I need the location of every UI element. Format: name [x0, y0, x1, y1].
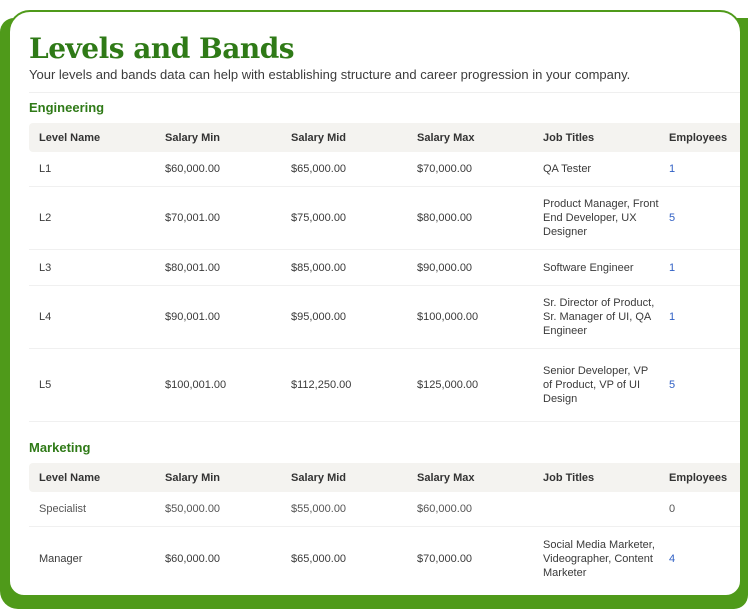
- job-titles: Senior Developer, VP of Product, VP of UI Design: [543, 365, 648, 405]
- level-name: Specialist: [39, 503, 87, 515]
- page-title: Levels and Bands: [29, 32, 295, 65]
- salary-max: $100,000.00: [417, 311, 479, 323]
- job-titles: Software Engineer: [543, 261, 634, 274]
- job-titles: Sr. Director of Product, Sr. Manager of UI, QA Engineer: [543, 297, 655, 337]
- employees-count-link[interactable]: 1: [669, 311, 676, 323]
- salary-mid: $65,000.00: [291, 552, 347, 565]
- salary-min: $60,000.00: [165, 552, 221, 565]
- salary-min: $100,001.00: [165, 379, 227, 391]
- table-header: [29, 123, 742, 152]
- salary-mid: $75,000.00: [291, 212, 347, 224]
- section-title-marketing: Marketing: [29, 440, 91, 455]
- salary-mid: $55,000.00: [291, 503, 347, 515]
- col-salary-max: Salary Max: [417, 131, 475, 144]
- employees-count-link[interactable]: 1: [669, 261, 676, 274]
- table-header: [29, 463, 742, 492]
- salary-max: $70,000.00: [417, 163, 473, 175]
- salary-max: $80,000.00: [417, 212, 473, 224]
- salary-max: $70,000.00: [417, 552, 473, 565]
- table-row[interactable]: [29, 286, 742, 349]
- salary-min: $80,001.00: [165, 261, 221, 274]
- salary-min: $90,001.00: [165, 311, 221, 323]
- col-employees: Employees: [669, 131, 728, 144]
- employees-count: 0: [669, 503, 676, 515]
- table-row[interactable]: [29, 152, 742, 187]
- level-name: L4: [39, 311, 52, 323]
- table-row[interactable]: [29, 349, 742, 422]
- level-name: L5: [39, 379, 52, 391]
- col-salary-min: Salary Min: [165, 131, 221, 144]
- section-title-engineering: Engineering: [29, 100, 105, 115]
- employees-count-link[interactable]: 5: [669, 212, 676, 224]
- salary-min: $70,001.00: [165, 212, 221, 224]
- salary-min: $60,000.00: [165, 163, 221, 175]
- col-salary-max: Salary Max: [417, 471, 475, 484]
- table-row[interactable]: [29, 250, 742, 286]
- salary-max: $60,000.00: [417, 503, 473, 515]
- level-name: Manager: [39, 552, 83, 565]
- employees-count-link[interactable]: 4: [669, 552, 676, 565]
- engineering-table: [29, 123, 742, 422]
- header-divider: [29, 92, 740, 93]
- col-salary-mid: Salary Mid: [291, 471, 347, 484]
- page-subtitle: Your levels and bands data can help with establishing structure and career progression in your company.: [29, 67, 631, 82]
- col-level-name: Level Name: [39, 131, 101, 144]
- table-row[interactable]: [29, 492, 742, 527]
- marketing-table: [29, 463, 742, 590]
- col-salary-min: Salary Min: [165, 471, 221, 484]
- table-row[interactable]: [29, 187, 742, 250]
- col-job-titles: Job Titles: [543, 131, 595, 144]
- col-employees: Employees: [669, 471, 728, 484]
- job-titles: Product Manager, Front End Developer, UX Designer: [543, 198, 659, 238]
- job-titles: Social Media Marketer, Videographer, Content Marketer: [543, 538, 655, 579]
- salary-min: $50,000.00: [165, 503, 221, 515]
- employees-count-link[interactable]: 1: [669, 163, 676, 175]
- salary-max: $125,000.00: [417, 379, 479, 391]
- salary-mid: $85,000.00: [291, 261, 347, 274]
- level-name: L2: [39, 212, 52, 224]
- salary-mid: $95,000.00: [291, 311, 347, 323]
- level-name: L1: [39, 163, 52, 175]
- col-job-titles: Job Titles: [543, 471, 595, 484]
- col-salary-mid: Salary Mid: [291, 131, 347, 144]
- employees-count-link[interactable]: 5: [669, 379, 676, 391]
- col-level-name: Level Name: [39, 471, 101, 484]
- salary-mid: $65,000.00: [291, 163, 347, 175]
- level-name: L3: [39, 261, 52, 274]
- table-row[interactable]: [29, 527, 742, 590]
- salary-mid: $112,250.00: [291, 379, 352, 391]
- salary-max: $90,000.00: [417, 261, 473, 274]
- levels-bands-card: [8, 10, 742, 597]
- job-titles: QA Tester: [543, 163, 592, 175]
